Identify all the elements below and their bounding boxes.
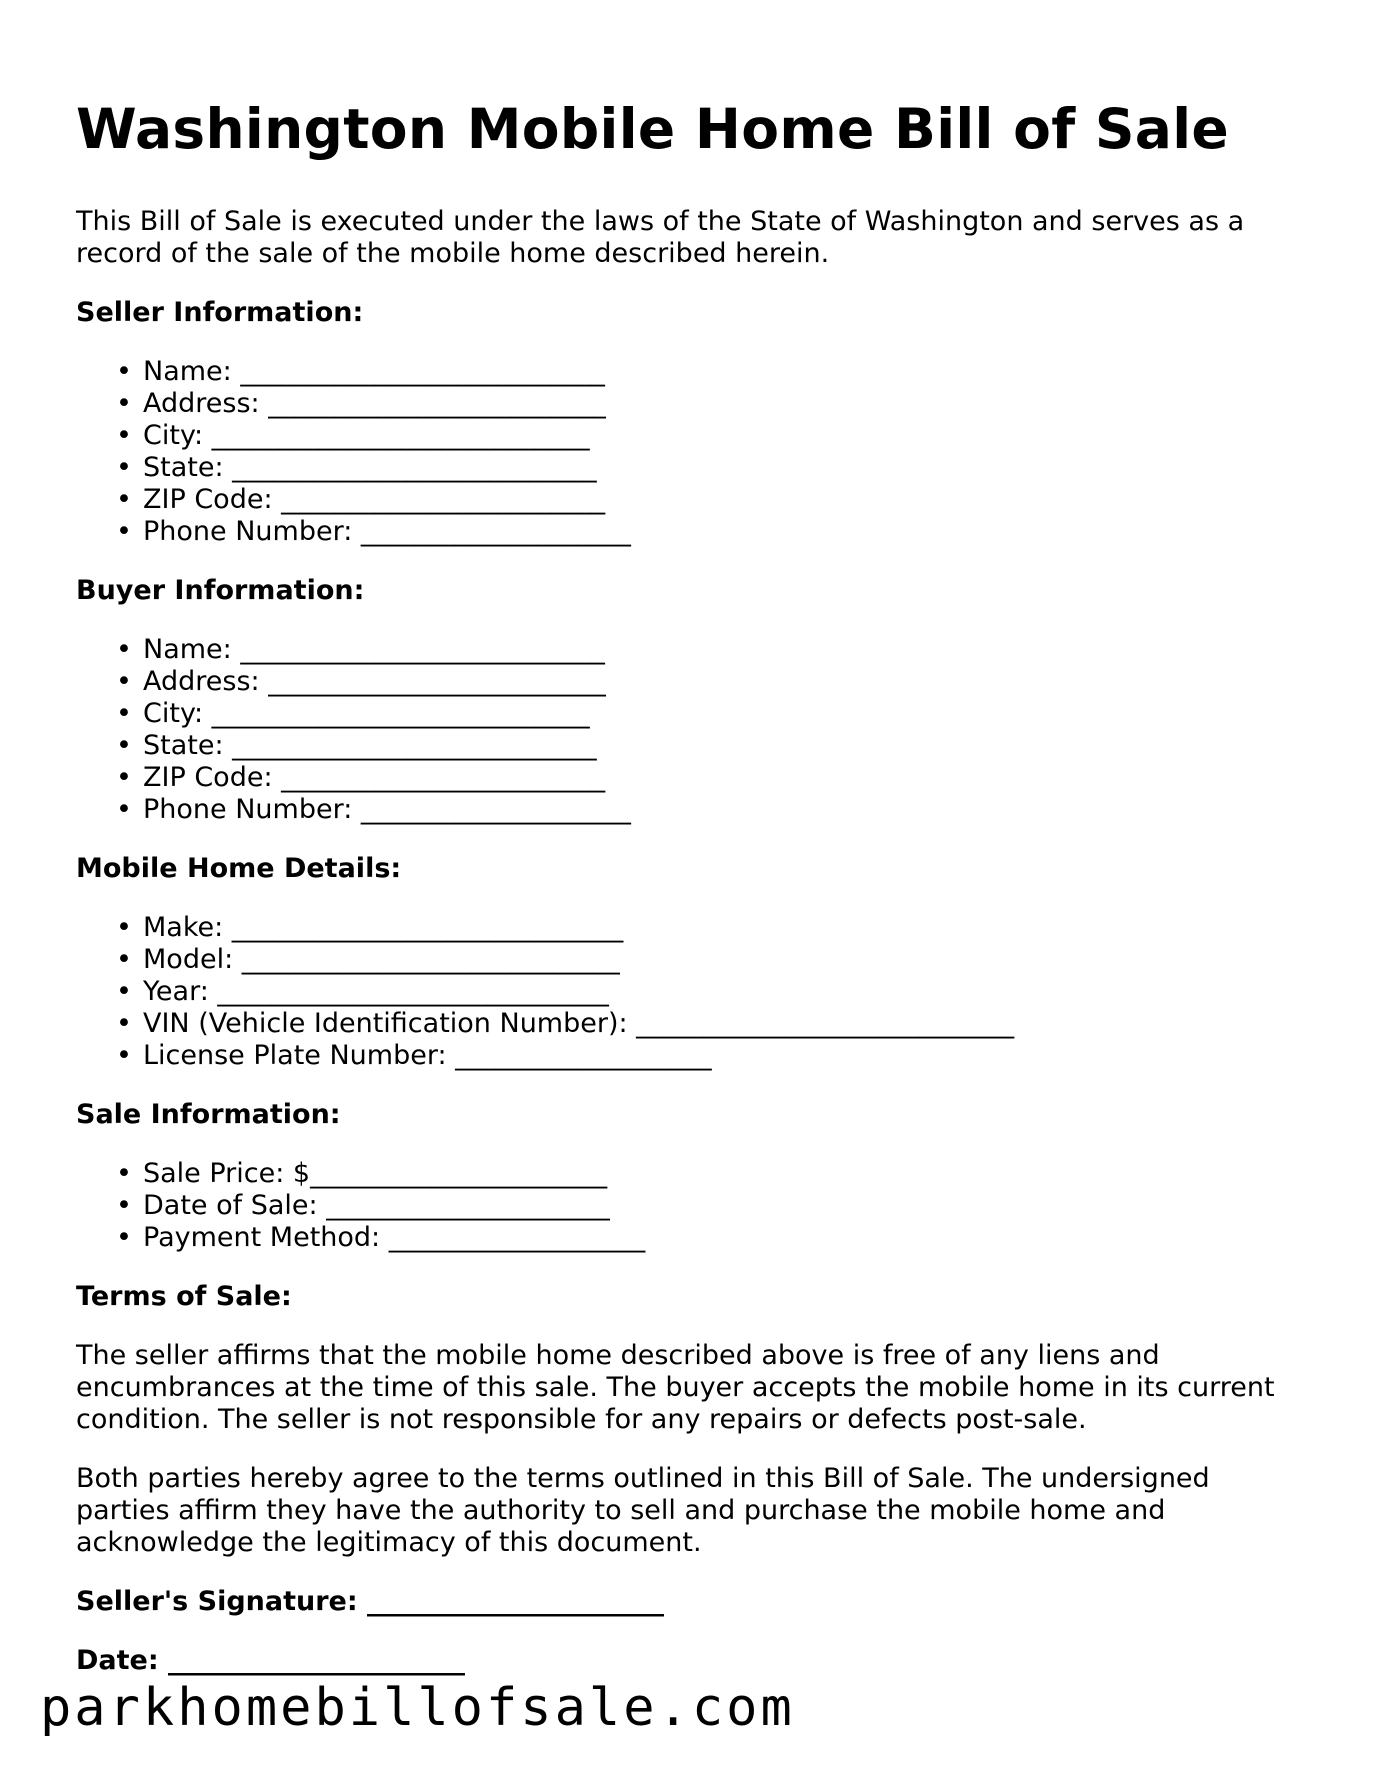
seller-address-field[interactable]: • Address: _________________________ [116,388,606,419]
signature-date-field[interactable]: Date: ______________________ [76,1645,466,1676]
year-field[interactable]: • Year: _____________________________ [116,976,609,1007]
terms-section-heading: Terms of Sale: [76,1281,292,1312]
make-field[interactable]: • Make: _____________________________ [116,912,624,943]
buyer-phone-field[interactable]: • Phone Number: ____________________ [116,794,631,825]
buyer-state-field[interactable]: • State: ___________________________ [116,730,597,761]
buyer-zip-field[interactable]: • ZIP Code: ________________________ [116,762,606,793]
terms-paragraph-2: Both parties hereby agree to the terms outlined in this Bill of Sale. The undersigned parties affirm they have the authority to sell and purchase the mobile home and acknowledge the legitimacy of this document. [76,1463,1210,1558]
buyer-city-field[interactable]: • City: ____________________________ [116,698,590,729]
seller-state-field[interactable]: • State: ___________________________ [116,452,597,483]
seller-zip-field[interactable]: • ZIP Code: ________________________ [116,484,606,515]
license-plate-field[interactable]: • License Plate Number: ___________________ [116,1040,712,1071]
mobile-home-field-list [76,912,1306,1072]
seller-section-heading: Seller Information: [76,297,364,328]
intro-paragraph: This Bill of Sale is executed under the laws of the State of Washington and serves as a record of the sale of the mobile home described herein. [76,206,1245,269]
terms-paragraph-1: The seller affirms that the mobile home described above is free of any liens and encumbrances at the time of this sale. The buyer accepts the mobile home in its current condition. The seller is not responsible for any repairs or defects post-sale. [76,1340,1275,1435]
sale-price-field[interactable]: • Sale Price: $______________________ [116,1158,608,1189]
date-of-sale-field[interactable]: • Date of Sale: _____________________ [116,1190,610,1221]
sale-section-heading: Sale Information: [76,1099,341,1130]
seller-phone-field[interactable]: • Phone Number: ____________________ [116,516,631,547]
seller-city-field[interactable]: • City: ____________________________ [116,420,590,451]
vin-field[interactable]: • VIN (Vehicle Identification Number): ____________________________ [116,1008,1015,1039]
payment-method-field[interactable]: • Payment Method: ___________________ [116,1222,646,1253]
mobile-home-section-heading: Mobile Home Details: [76,853,402,884]
seller-name-field[interactable]: • Name: ___________________________ [116,356,605,387]
site-watermark: parkhomebillofsale.com [40,1678,795,1738]
buyer-field-list [76,634,1306,826]
seller-signature-field[interactable]: Seller's Signature: ______________________ [76,1586,665,1617]
document-title: Washington Mobile Home Bill of Sale [76,97,1229,161]
model-field[interactable]: • Model: ____________________________ [116,944,620,975]
buyer-address-field[interactable]: • Address: _________________________ [116,666,606,697]
buyer-name-field[interactable]: • Name: ___________________________ [116,634,605,665]
seller-field-list [76,356,1306,548]
buyer-section-heading: Buyer Information: [76,575,365,606]
sale-field-list [76,1158,1306,1254]
document-page [76,90,1306,1704]
